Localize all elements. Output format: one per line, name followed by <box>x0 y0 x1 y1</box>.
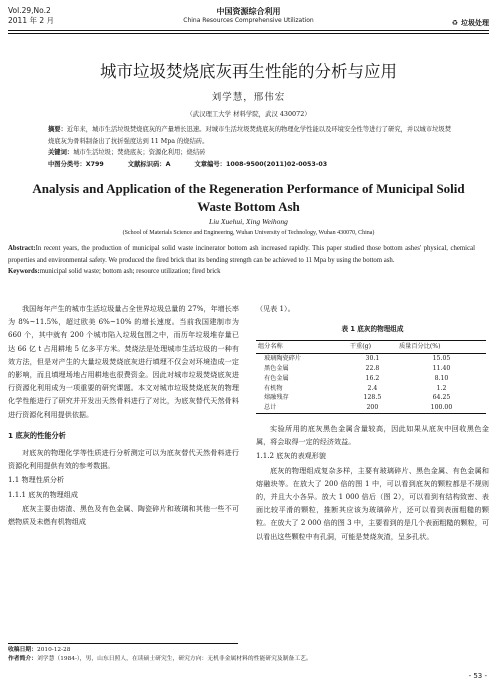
clc-number <box>48 161 104 168</box>
iron-content-paragraph: 实验所用的底灰黑色金属含量较高，因此如果从底灰中回收黑色金属，将会取得一定的经济效益。 <box>256 423 489 447</box>
author-bio <box>8 655 489 664</box>
section-badge-label: 垃圾处理 <box>461 19 489 27</box>
table-header-cell: 质量百分比(%) <box>397 341 486 354</box>
recycle-icon: ♻ <box>451 19 458 27</box>
table-cell: 2.4 <box>367 384 378 392</box>
doc-code-value: A <box>165 160 171 168</box>
intro-paragraph: 我国每年产生的城市生活垃圾量占全世界垃圾总量的 27%，年增长率为 8%~11.5%，超过欧美 6%~10% 的增长速度。当前我国建制市为 660 个，其中就有 200 个城市陷入垃圾包围之中，而历年垃圾堆存量已达 66 亿 t 占用耕地 5 亿多平方米。焚烧法是处理城市生活垃圾的一种有效方法，但是对产生的大量垃圾焚烧底灰进行填埋不仅会对环境造成一定的影响，而且填埋场地占用耕地也很费资金。因此对城市垃圾焚烧底灰进行资源化利用成为一项重要的研究课题。本文对城市垃圾焚烧底灰的物理化学性能进行了研究并开发出天然骨料进行了对比，为底灰替代天然骨料进行资源化利用提供依据。 <box>8 304 239 419</box>
table-cell: 16.2 <box>365 374 380 382</box>
subsection-heading-1-1-2: 1.1.2 底灰的表观形貌 <box>256 451 326 461</box>
classification-meta <box>48 159 457 171</box>
table-row <box>256 364 486 374</box>
running-header <box>8 6 489 42</box>
table-caption: 表 1 底灰的物理组成 <box>341 325 404 334</box>
physical-composition-table <box>256 340 486 414</box>
article-title-en: Analysis and Application of the Regeneration Performance of Municipal Solid Waste Bottom Ash <box>32 181 465 214</box>
journal-name-en: China Resources Comprehensive Utilization <box>183 17 314 24</box>
clc-value: X799 <box>85 160 104 168</box>
keywords-cn <box>48 147 457 159</box>
authors-en: Liu Xuehui, Xing Weihong <box>209 217 288 226</box>
abstract-en-label: Abstract: <box>8 245 36 252</box>
table-cell: 8.10 <box>434 374 449 382</box>
table-cell: 64.25 <box>432 394 451 402</box>
table-cell: 总计 <box>256 403 348 413</box>
abstract-cn-text <box>48 124 457 147</box>
clc-label: 中图分类号： <box>48 160 86 168</box>
keywords-en-label: Keywords: <box>8 268 40 276</box>
table-cell: 22.8 <box>365 365 380 372</box>
abstract-en-text <box>8 243 475 266</box>
table-row <box>256 384 486 394</box>
table-header-cell: 干重(g) <box>348 341 397 354</box>
doc-code <box>128 161 171 168</box>
table-cell: 有机物 <box>264 384 283 392</box>
table-header-cell: 组分名称 <box>256 341 348 354</box>
morphology-paragraph: 底灰的物理组成复杂多样，主要有玻璃碎片、黑色金属、有色金属和熔融块等。在放大了 200 倍的图 1 中，可以看到底灰的颗粒都是不规则的，并且大小各异。放大 1 000 倍后（图 2），可以看到有结构致密、表面比较平滑的颗粒，推断其应该为玻璃碎片，还可以看到表面粗糙的颗粒。在放大了 2 000 倍的图 3 中，主要看到的是几个表面粗糙的颗粒，可以看出这些颗粒中有孔洞，可能是焚烧灰渣，呈多孔状。 <box>256 465 489 541</box>
header-rule-thin <box>8 33 489 34</box>
table-cell: 200 <box>348 403 397 413</box>
table-cell: 15.05 <box>432 355 451 363</box>
table-cell: 128.5 <box>363 394 382 402</box>
received-date <box>8 646 489 655</box>
section-heading-1: 1 底灰的性能分析 <box>8 430 66 440</box>
table-row <box>256 354 486 364</box>
subsection-heading-1-1-1: 1.1.1 底灰的物理组成 <box>8 489 78 499</box>
author-bio-text: 刘学慧（1984-），男，山东日照人，在读硕士研究生，研究方向：无机非金属材料的性能研究及制备工艺。 <box>37 656 312 662</box>
author-bio-label: 作者简介： <box>8 656 37 662</box>
keywords-en-body: municipal solid waste; bottom ash; resource utilization; fired brick <box>39 268 221 276</box>
abstract-cn <box>48 124 457 170</box>
header-rule-thick <box>8 30 489 31</box>
table-cell: 11.40 <box>432 365 451 372</box>
article-title-cn: 城市垃圾焚烧底灰再生性能的分析与应用 <box>100 62 397 81</box>
issue-date: 2011 年 2 月 <box>8 16 55 25</box>
subsection-heading-1-1: 1.1 物理性质分析 <box>8 475 65 485</box>
continued-text: （见表 1）。 <box>256 304 295 313</box>
subsection-1-1-1-paragraph: 底灰主要由熔渣、黑色及有色金属、陶瓷碎片和玻璃和其他一些不可燃物质及未燃有机物组成 <box>8 503 239 527</box>
section-1-paragraph: 对底灰的物理化学等性质进行分析测定可以为底灰替代天然骨料进行资源化利用提供有效的参考数据。 <box>8 448 239 471</box>
abstract-cn-body: 近年来，城市生活垃圾焚烧底灰的产量增长迅速。对城市生活垃圾焚烧底灰的物理化学性能以及环境安全性等进行了研究，并以城市垃圾焚烧底灰为骨料制备出了抗折强度达到 11 Mpa 的烧结砖。 <box>48 126 451 145</box>
table-row <box>256 374 486 384</box>
keywords-cn-body: 城市生活垃圾；焚烧底灰；资源化利用；烧结砖 <box>73 149 206 156</box>
received-label: 收稿日期： <box>8 647 37 653</box>
table-cell: 30.1 <box>365 355 380 363</box>
abstract-en-body: In recent years, the production of municipal solid waste incinerator bottom ash increased rapidly. This paper studied those bottom ashes' physical, chemical properties and environmental safety. We produced the fired brick that its bending strength can be achieved to 11 Mpa by using the bottom ash. <box>8 245 475 264</box>
table-row-total <box>256 403 486 413</box>
body-column-left <box>8 302 239 528</box>
table-cell: 100.00 <box>397 403 486 413</box>
volume-text: Vol.29,No.2 <box>8 6 51 15</box>
keywords-en <box>8 266 475 278</box>
table-cell: 黑色金属 <box>264 365 289 372</box>
section-badge <box>452 18 489 28</box>
received-value: 2010-12-28 <box>37 647 71 653</box>
keywords-cn-label: 关键词： <box>48 149 74 156</box>
table-cell: 有色金属 <box>264 374 289 382</box>
table-cell: 熔融残存 <box>264 394 289 402</box>
article-id <box>194 161 327 168</box>
footnote-block <box>8 643 489 664</box>
abstract-en <box>8 243 475 278</box>
table-cell: 玻璃陶瓷碎片 <box>264 355 302 363</box>
affiliation-cn: （武汉理工大学 材料学院，武汉 430072） <box>186 110 311 118</box>
doc-code-label: 文献标识码： <box>127 160 166 168</box>
article-id-label: 文章编号： <box>194 160 226 168</box>
affiliation-en: (School of Materials Science and Engineering, Wuhan University of Technology, Wuhan 430070, China) <box>122 230 375 236</box>
footnote-rule <box>8 643 238 644</box>
table-header-row <box>256 341 486 354</box>
body-column-right <box>256 302 489 543</box>
table-cell: 1.2 <box>436 384 447 392</box>
table-row <box>256 393 486 403</box>
journal-name-cn: 中国资源综合利用 <box>216 6 281 16</box>
page-number: - 53 - <box>468 672 487 680</box>
authors-cn: 刘学慧，邢伟宏 <box>211 92 286 103</box>
article-id-value: 1008-9500(2011)02-0053-03 <box>225 160 328 168</box>
abstract-cn-label: 摘要： <box>48 126 67 133</box>
